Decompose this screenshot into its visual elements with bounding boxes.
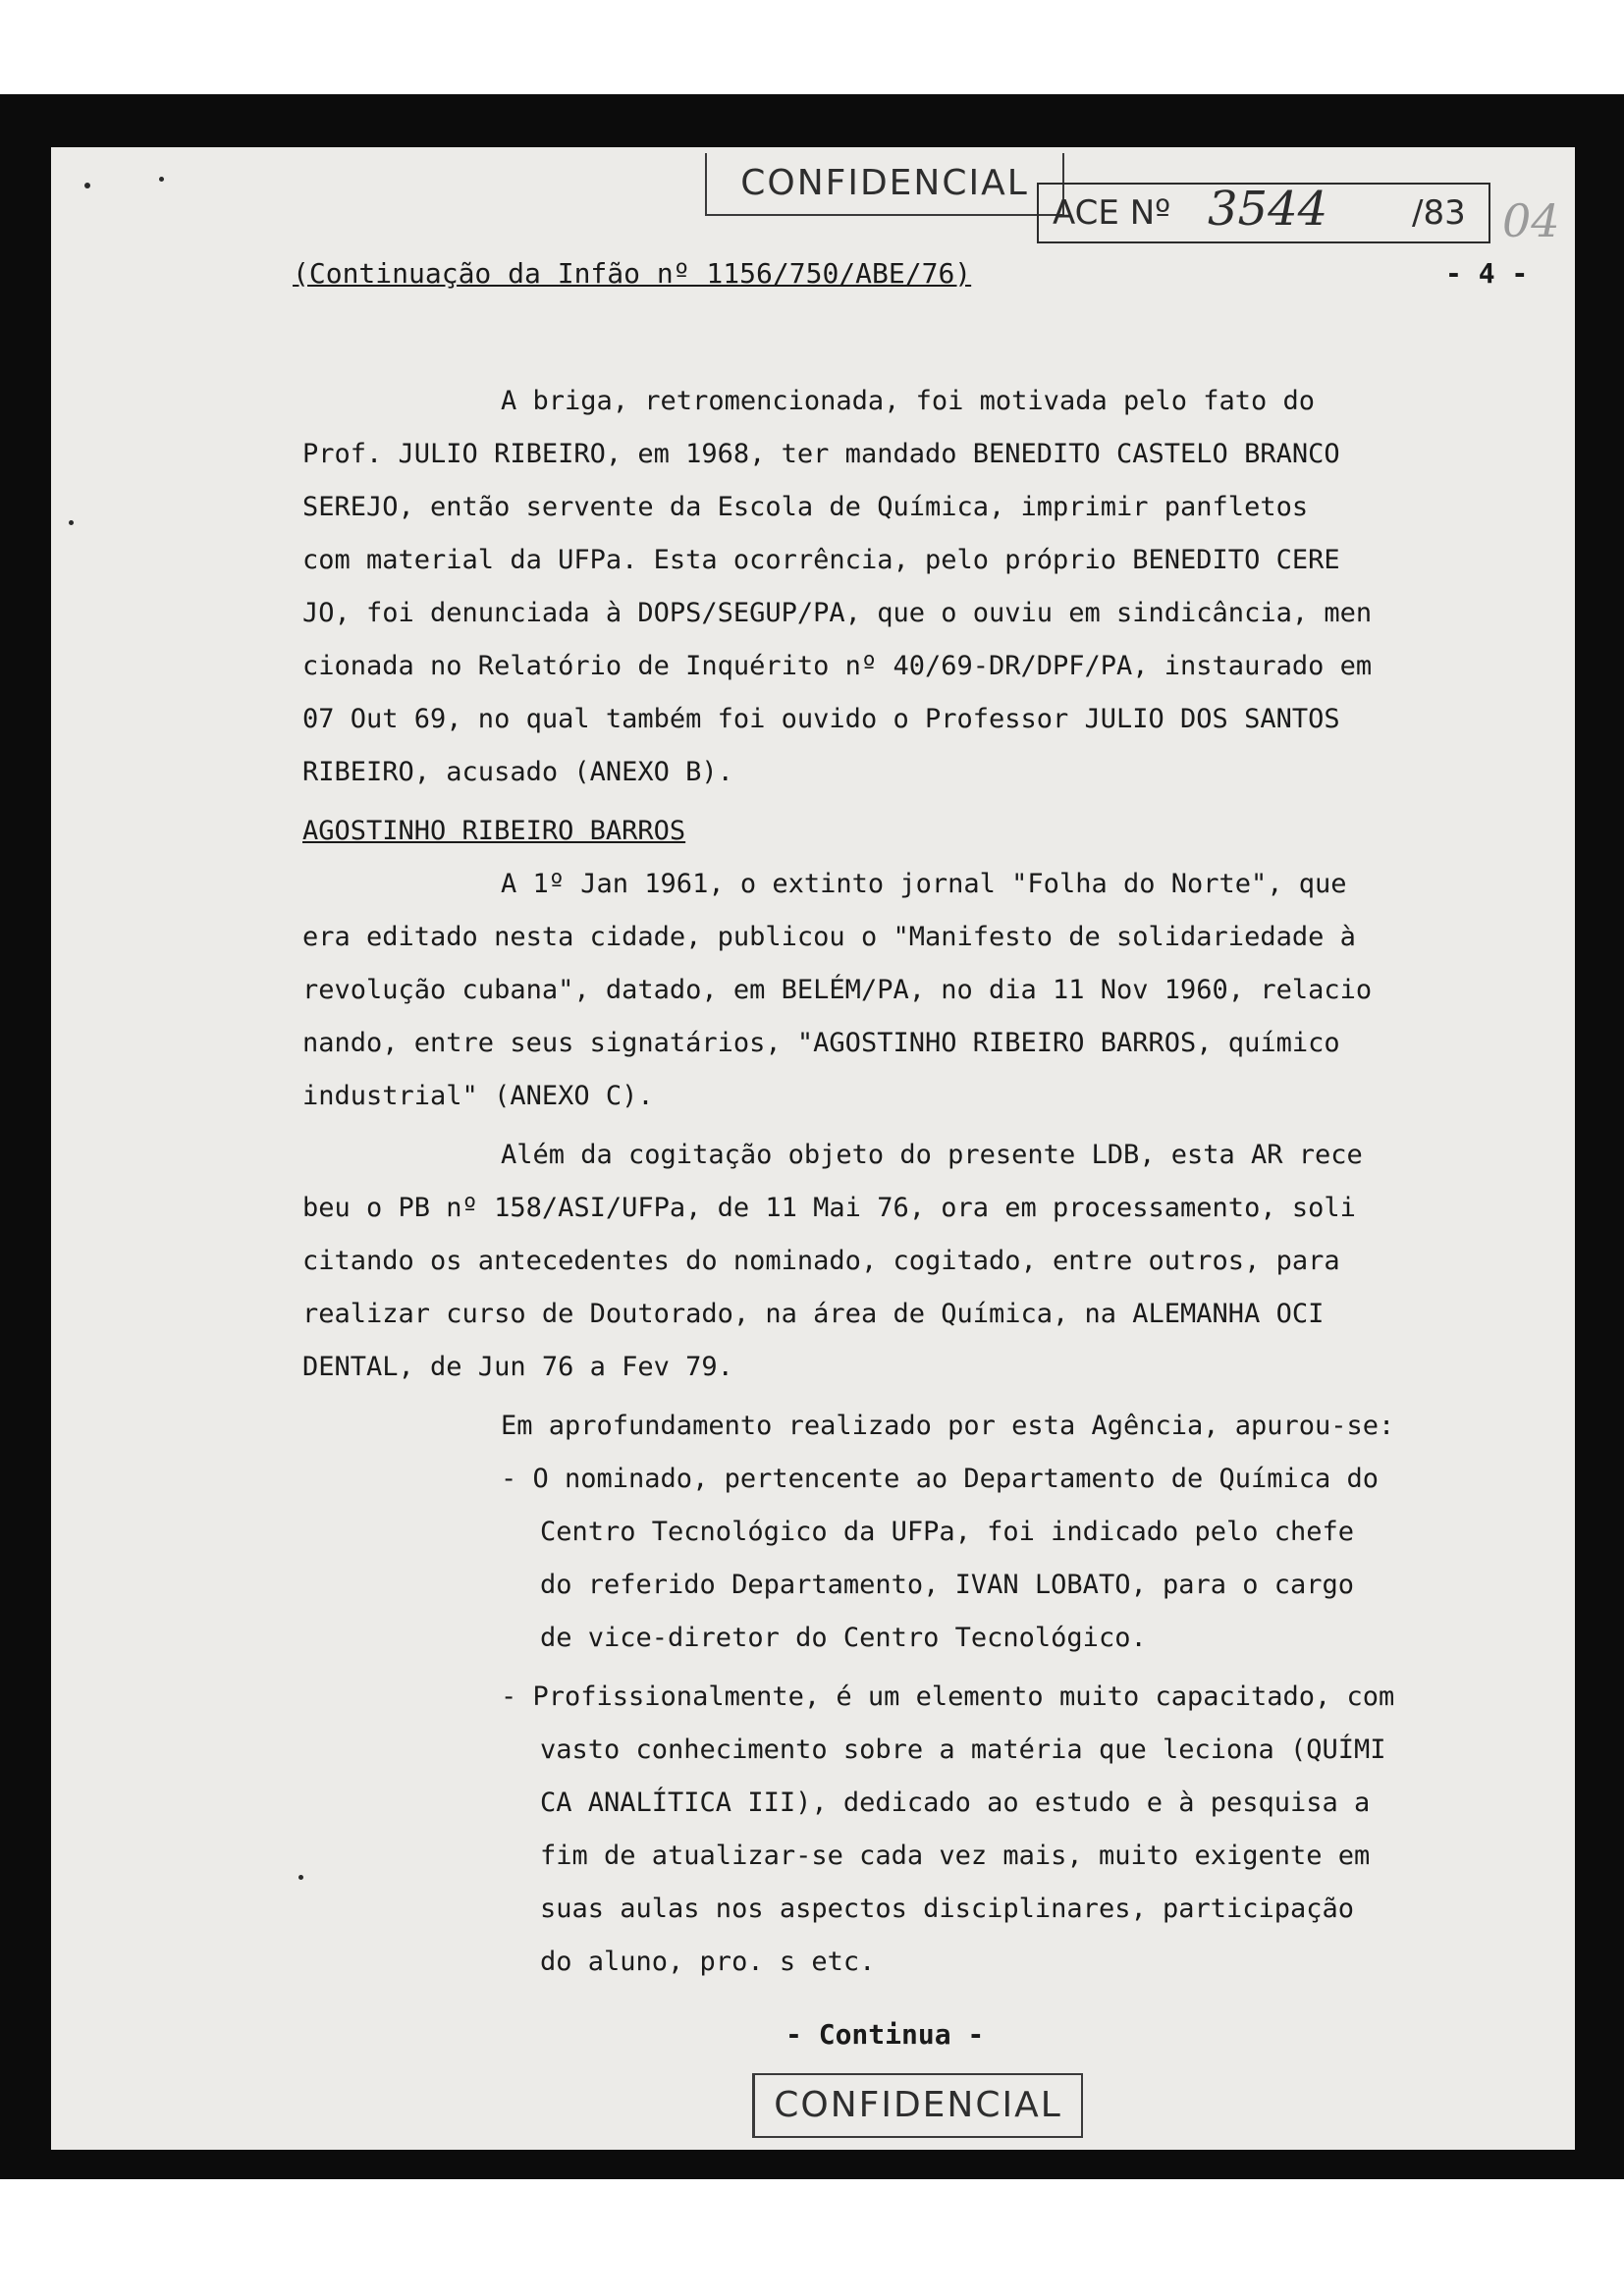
bullet-line: do aluno, pro. s etc. [540, 1947, 876, 1977]
scan-speck [69, 520, 74, 525]
body-line: cionada no Relatório de Inquérito nº 40/69-DR/DPF/PA, instaurado em [302, 651, 1373, 681]
body-line: nando, entre seus signatários, "AGOSTINHO RIBEIRO BARROS, químico [302, 1028, 1340, 1058]
body-line: citando os antecedentes do nominado, cogitado, entre outros, para [302, 1246, 1340, 1276]
bullet-line: do referido Departamento, IVAN LOBATO, para o cargo [540, 1570, 1355, 1600]
body-line: Além da cogitação objeto do presente LDB, esta AR rece [501, 1140, 1363, 1170]
bullet-line: - Profissionalmente, é um elemento muito capacitado, com [501, 1682, 1395, 1712]
continuation-reference: (Continuação da Infão nº 1156/750/ABE/76) [293, 257, 972, 290]
body-line: revolução cubana", datado, em BELÉM/PA, no dia 11 Nov 1960, relacio [302, 975, 1373, 1005]
confidential-stamp-top: CONFIDENCIAL [705, 153, 1064, 216]
body-line: Em aprofundamento realizado por esta Agência, apurou-se: [501, 1411, 1395, 1441]
body-line: industrial" (ANEXO C). [302, 1081, 654, 1111]
bullet-line: de vice-diretor do Centro Tecnológico. [540, 1623, 1147, 1653]
ace-number: 3544 [1208, 182, 1328, 237]
bullet-line: - O nominado, pertencente ao Departamento de Química do [501, 1464, 1380, 1494]
confidential-stamp-bottom: CONFIDENCIAL [752, 2073, 1083, 2138]
body-line: Prof. JULIO RIBEIRO, em 1968, ter mandado BENEDITO CASTELO BRANCO [302, 439, 1340, 469]
bullet-line: fim de atualizar-se cada vez mais, muito exigente em [540, 1841, 1371, 1871]
scan-speck [298, 1875, 303, 1880]
bullet-line: suas aulas nos aspectos disciplinares, participação [540, 1894, 1355, 1924]
section-heading: AGOSTINHO RIBEIRO BARROS [302, 816, 686, 846]
ace-number-box [1037, 183, 1490, 243]
body-line: SEREJO, então servente da Escola de Química, imprimir panfletos [302, 492, 1309, 522]
body-line: JO, foi denunciada à DOPS/SEGUP/PA, que o ouviu em sindicância, men [302, 598, 1373, 628]
scan-speck [159, 177, 164, 182]
body-line: com material da UFPa. Esta ocorrência, pelo próprio BENEDITO CERE [302, 545, 1340, 575]
document-page [51, 147, 1575, 2150]
ace-label: ACE Nº [1053, 193, 1171, 233]
body-line: realizar curso de Doutorado, na área de Química, na ALEMANHA OCI [302, 1299, 1325, 1329]
scan-top-border [0, 94, 1624, 149]
continues-marker: - Continua - [785, 2018, 985, 2051]
body-line: 07 Out 69, no qual também foi ouvido o Professor JULIO DOS SANTOS [302, 704, 1340, 734]
handwritten-page-mark: 04 [1502, 194, 1560, 247]
body-line: beu o PB nº 158/ASI/UFPa, de 11 Mai 76, ora em processamento, soli [302, 1193, 1356, 1223]
scan-speck [84, 183, 90, 188]
body-line: DENTAL, de Jun 76 a Fev 79. [302, 1352, 733, 1382]
bullet-line: vasto conhecimento sobre a matéria que leciona (QUÍMI [540, 1735, 1386, 1765]
ace-year: /83 [1412, 193, 1466, 233]
body-line: RIBEIRO, acusado (ANEXO B). [302, 757, 733, 787]
continuation-header [293, 257, 971, 290]
body-line: era editado nesta cidade, publicou o "Manifesto de solidariedade à [302, 922, 1356, 952]
bullet-line: CA ANALÍTICA III), dedicado ao estudo e à pesquisa a [540, 1788, 1371, 1818]
body-line: A 1º Jan 1961, o extinto jornal "Folha do Norte", que [501, 869, 1347, 899]
body-line: A briga, retromencionada, foi motivada pelo fato do [501, 386, 1316, 416]
page-number: - 4 - [1445, 257, 1529, 290]
bullet-line: Centro Tecnológico da UFPa, foi indicado pelo chefe [540, 1517, 1355, 1547]
